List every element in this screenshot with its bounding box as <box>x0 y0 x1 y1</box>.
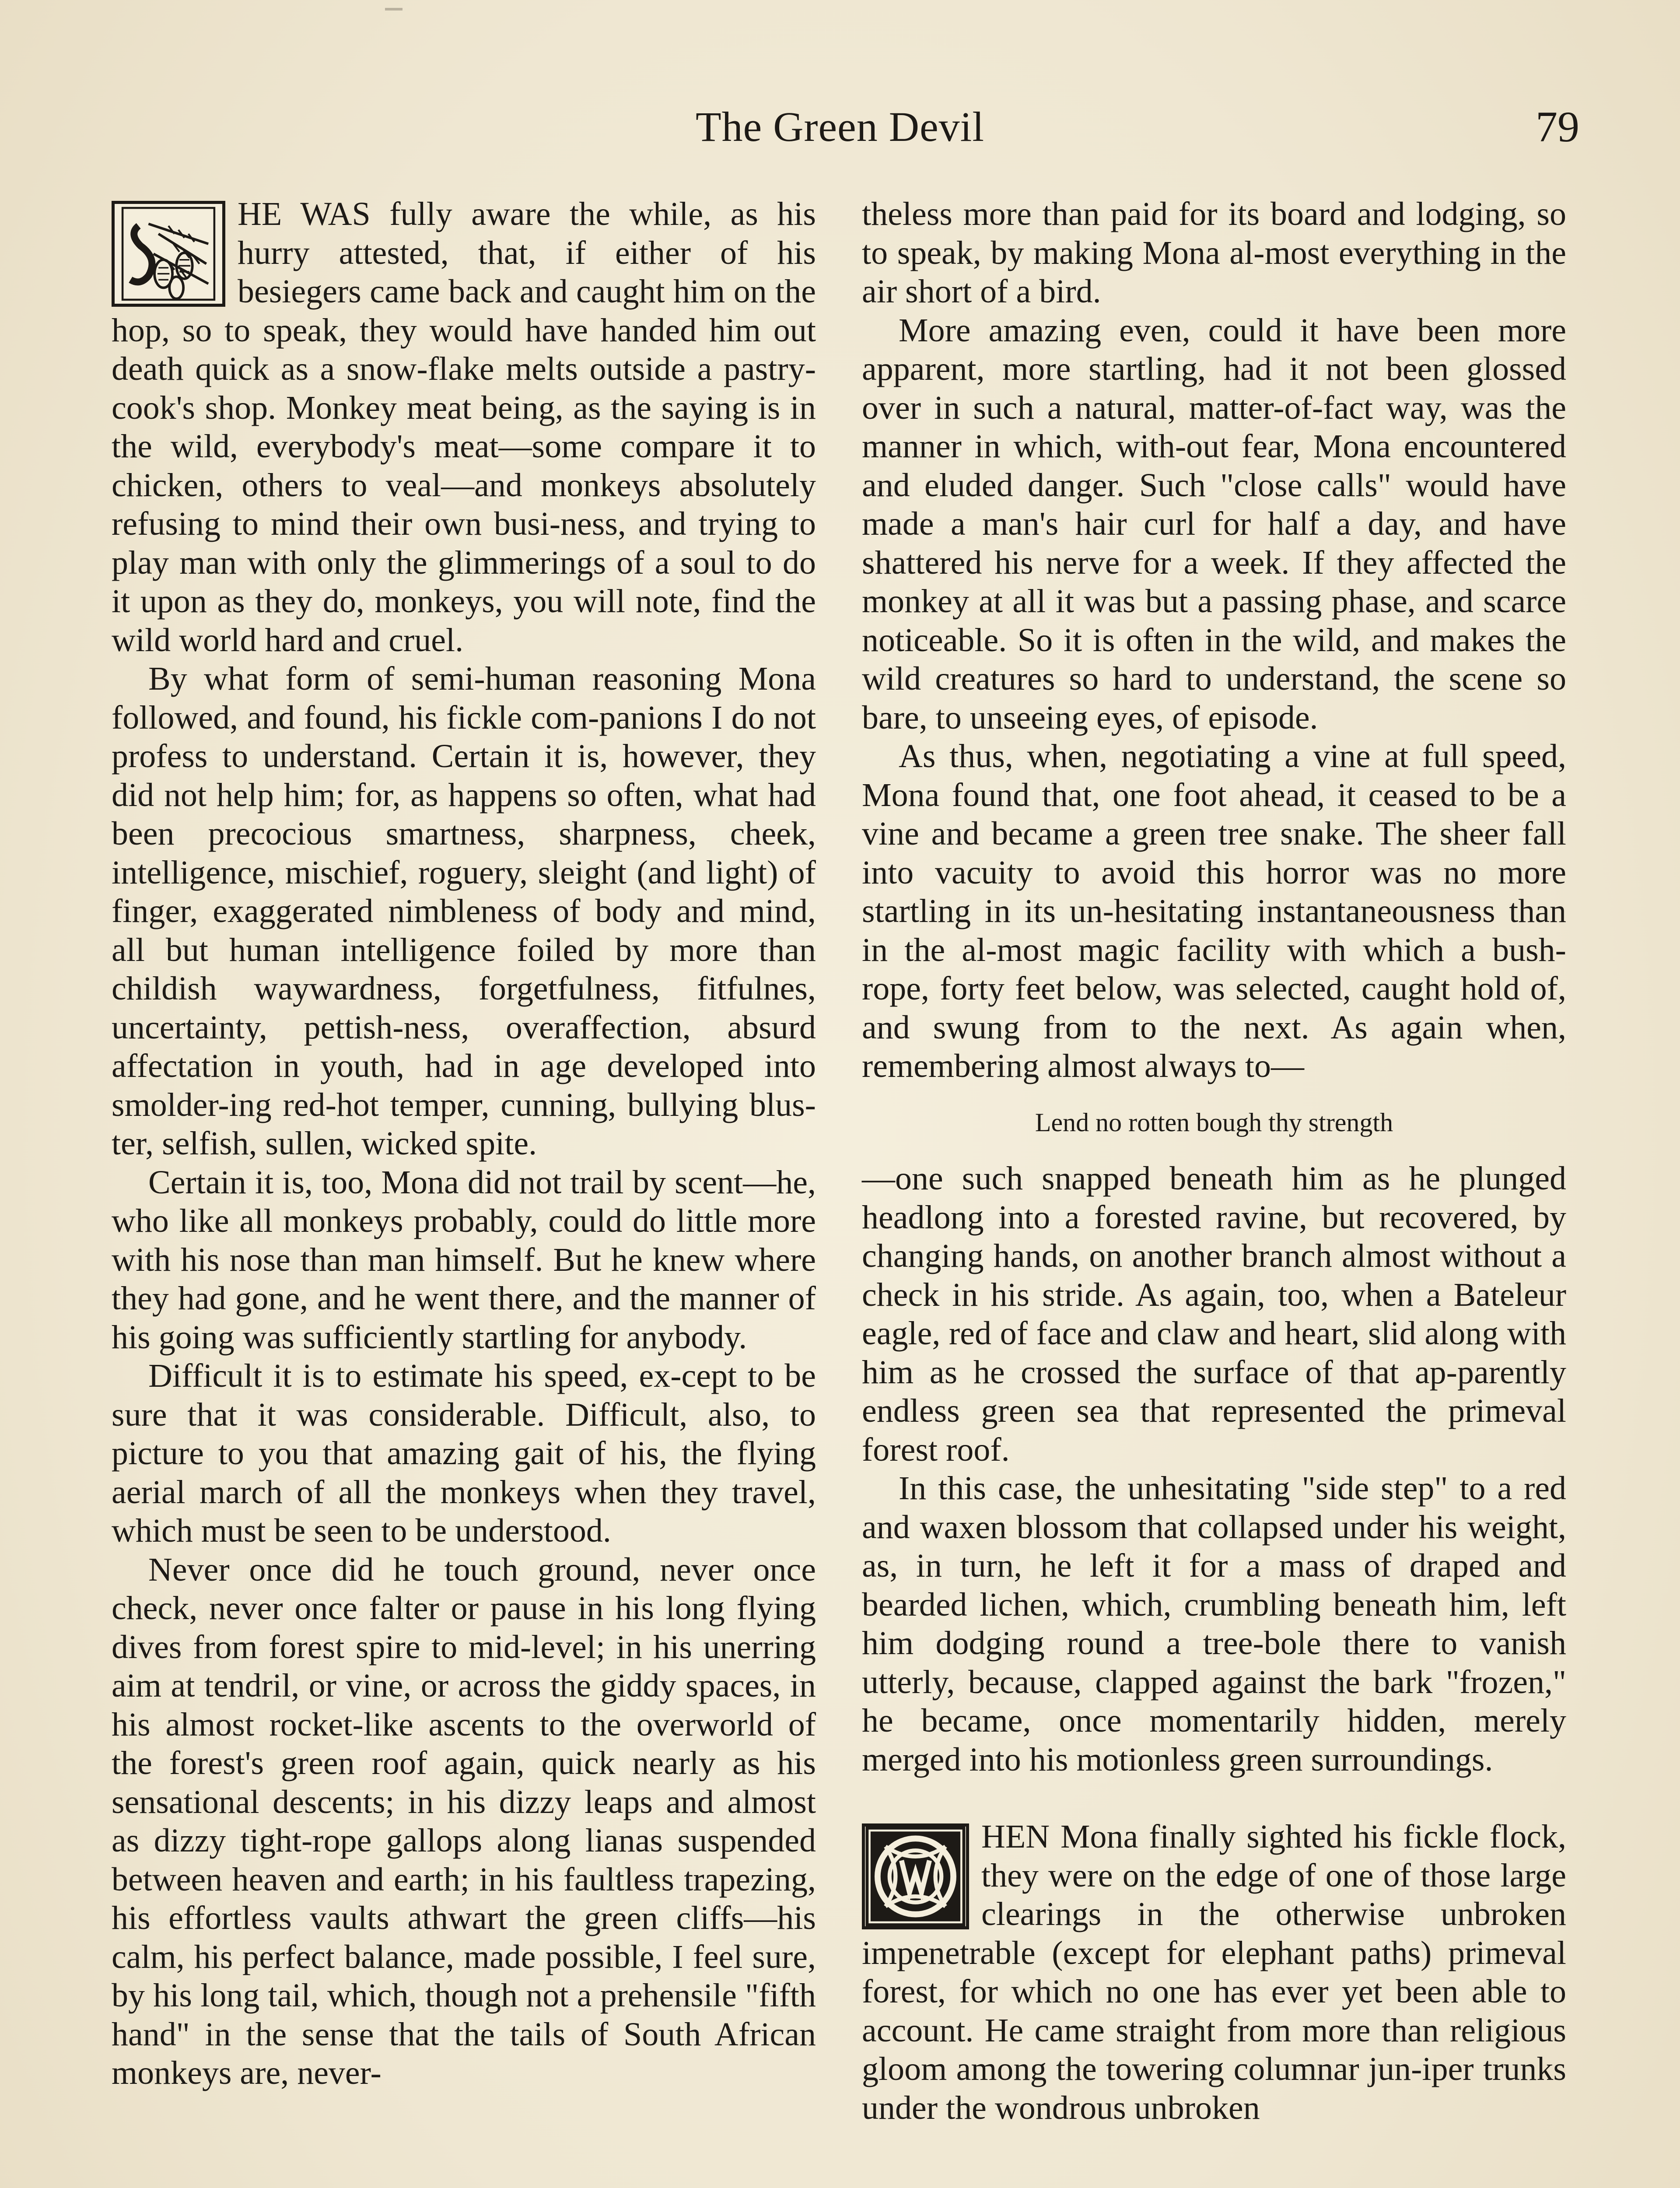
paragraph: By what form of semi-human reasoning Mona followed, and found, his fickle com-panions I do not profess to understand. Certain it is, however, they did not help him; for, as happens so often, what had been precocious smartness, sharpness, cheek, intelligence, mischief, roguery, sleight (and light) of finger, exaggerated nimbleness of body and mind, all but human intelligence foiled by more than childish waywardness, forgetfulness, fitfulnes, uncertainty, pettish-ness, overaffection, absurd affectation in youth, had in age developed into smolder-ing red-hot temper, cunning, bullying blus-ter, selfish, sullen, wicked spite. <box>112 660 816 1162</box>
running-title: The Green Devil <box>695 103 985 150</box>
paragraph: —one such snapped beneath him as he plunged headlong into a forested ravine, but recovered, by changing hands, on another branch almost without a check in his stride. As again, too, when a Bateleur eagle, red of face and claw and heart, slid along with him as he crossed the surface of that ap-parently endless green sea that represented the primeval forest roof. <box>862 1160 1566 1468</box>
paragraph-text: HE WAS fully aware the while, as his hurry attested, that, if either of his besiegers came back and caught him on the hop, so to speak, they would have handed him out death quick as a snow-flake melts outside a pastry-cook's shop. Monkey meat being, as the saying is in the wild, everybody's meat—some compare it to chicken, others to veal—and monkeys absolutely refusing to mind their own busi-ness, and trying to play man with only the glimmerings of a soul to do it upon as they do, monkeys, you will note, find the wild world hard and cruel. <box>112 196 816 659</box>
left-column <box>112 195 816 2093</box>
section-break <box>862 1779 1566 1817</box>
decorated-initial-w <box>862 1823 969 1929</box>
decorated-initial-s <box>112 201 225 307</box>
paragraph: Certain it is, too, Mona did not trail by scent—he, who like all monkeys probably, could do little more with his nose than man himself. But he knew where they had gone, and he went there, and the manner of his going was sufficiently startling for anybody. <box>112 1164 816 1356</box>
celtic-knot-ornament-icon <box>865 1827 966 1926</box>
right-column <box>862 195 1566 2127</box>
verse-quotation: Lend no rotten bough thy strength <box>1035 1108 1393 1137</box>
print-mark <box>385 8 402 11</box>
paragraph: theless more than paid for its board and lodging, so to speak, by making Mona al-most everything in the air short of a bird. <box>862 196 1566 310</box>
paragraph-text: HEN Mona finally sighted his fickle flock, they were on the edge of one of those large clearings in the otherwise unbroken impenetrable (except for elephant paths) primeval forest, for which no one has ever yet been able to account. He came straight from more than religious gloom among the towering columnar jun-iper trunks under the wondrous unbroken <box>862 1818 1566 2126</box>
running-head <box>0 98 1680 155</box>
pinecone-ornament-icon <box>115 204 222 304</box>
page-number: 79 <box>1536 102 1579 151</box>
paragraph <box>862 1817 1566 2127</box>
paragraph: Never once did he touch ground, never once check, never once falter or pause in his long flying dives from forest spire to mid-level; in his unerring aim at tendril, or vine, or across the giddy spaces, in his almost rocket-like ascents to the overworld of the forest's green roof again, quick nearly as his sensational descents; in his dizzy leaps and almost as dizzy tight-rope gallops along lianas suspended between heaven and earth; in his faultless trapezing, his effortless vaults athwart the green cliffs—his calm, his perfect balance, made possible, I feel sure, by his long tail, which, though not a prehensile "fifth hand" in the sense that the tails of South African monkeys are, never- <box>112 1551 816 2091</box>
paragraph: In this case, the unhesitating "side step" to a red and waxen blossom that collapsed under his weight, as, in turn, he left it for a mass of draped and bearded lichen, which, crumbling beneath him, left him dodging round a tree-bole there to vanish utterly, because, clapped against the bark "frozen," he became, once momentarily hidden, merely merged into his motionless green surroundings. <box>862 1470 1566 1778</box>
paragraph: Difficult it is to estimate his speed, ex-cept to be sure that it was considerable. Difficult, also, to picture to you that amazing gait of his, the flying aerial march of all the monkeys when they travel, which must be seen to be understood. <box>112 1357 816 1549</box>
paragraph: More amazing even, could it have been more apparent, more startling, had it not been glossed over in such a natural, matter-of-fact way, was the manner in which, with-out fear, Mona encountered and eluded danger. Such "close calls" would have made a man's hair curl for half a day, and have shattered his nerve for a week. If they affected the monkey at all it was but a passing phase, and scarce noticeable. So it is often in the wild, and makes the wild creatures so hard to understand, the scene so bare, to unseeing eyes, of episode. <box>862 312 1566 736</box>
paragraph: As thus, when, negotiating a vine at full speed, Mona found that, one foot ahead, it ceased to be a vine and became a green tree snake. The sheer fall into vacuity to avoid this horror was no more startling in its un-hesitating instantaneousness than in the al-most magic facility with which a bush-rope, forty feet below, was selected, caught hold of, and swung from to the next. As again when, remembering almost always to— <box>862 738 1566 1084</box>
paragraph <box>112 195 816 659</box>
